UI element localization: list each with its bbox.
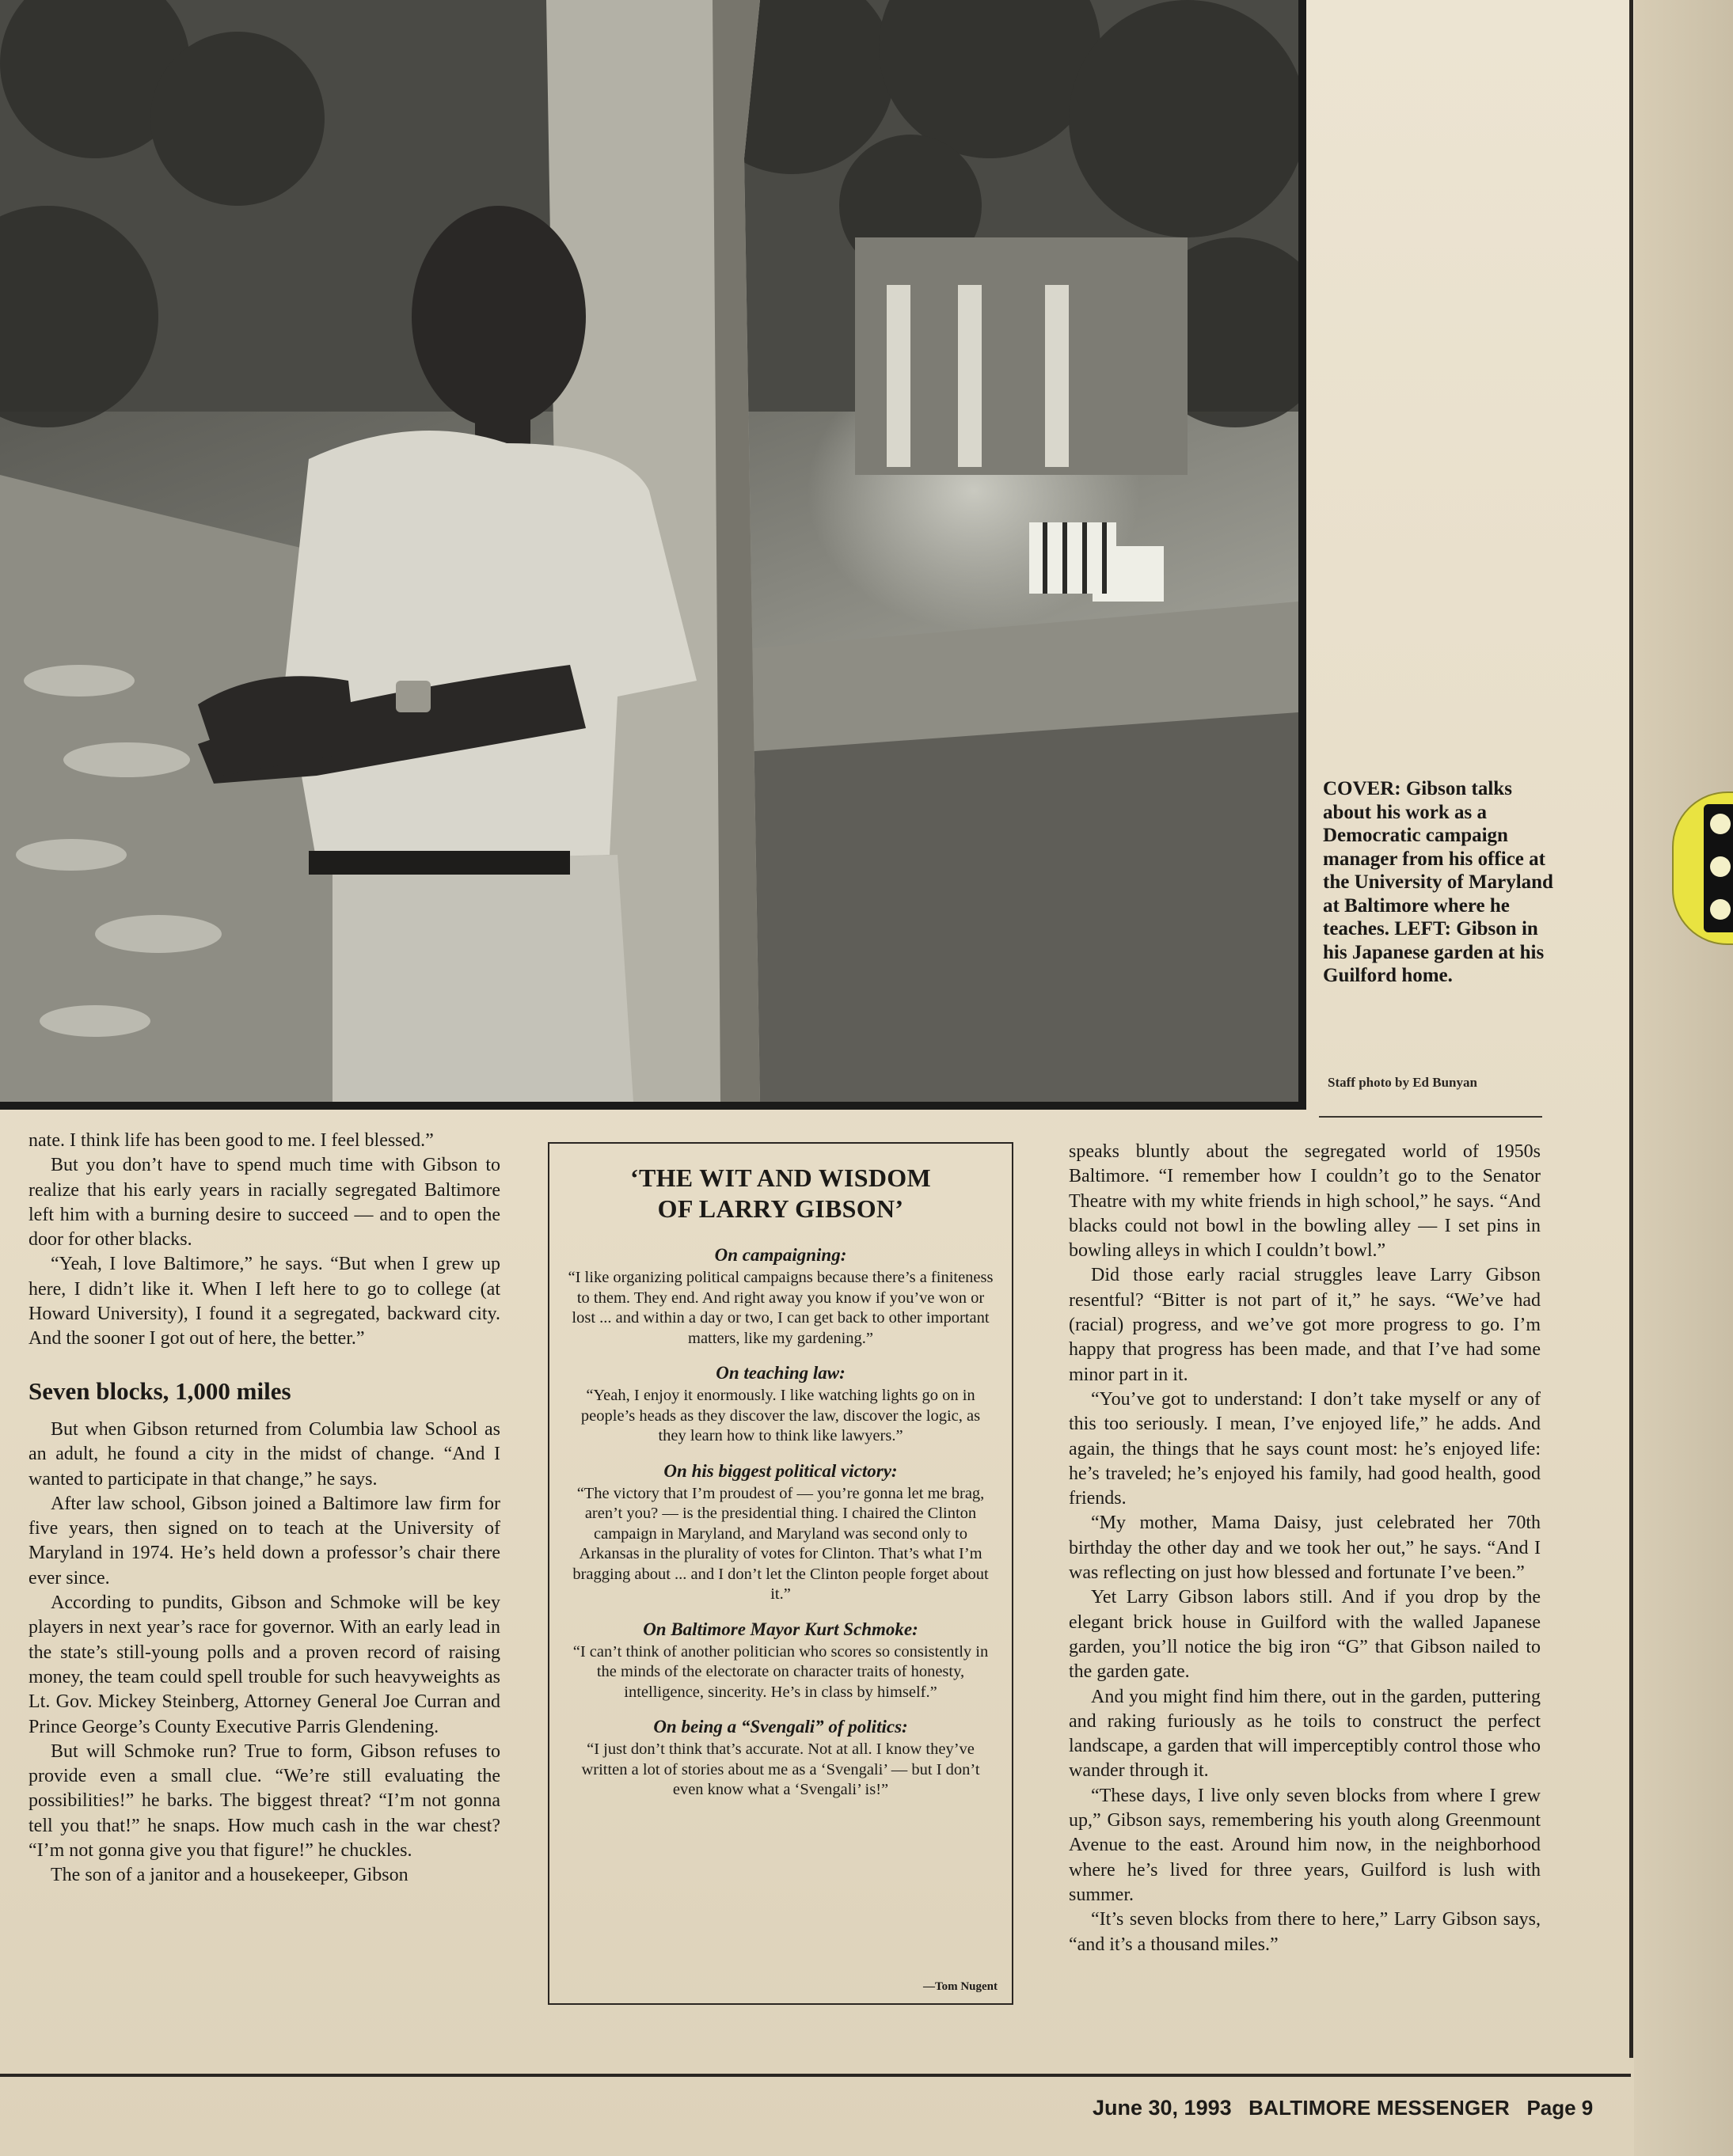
sidebar-quote: “Yeah, I enjoy it enormously. I like watching lights go on in people’s heads as they discover the law, discover the logic, as they learn how to think like lawyers.” [580, 1387, 981, 1444]
article-paragraph: According to pundits, Gibson and Schmoke will be key players in next year’s race for governor. With an early lead in the state’s still-young polls and a proven record of raising money, the team could spell trouble for such heavyweights as Lt. Gov. Mickey Steinberg, Attorney General Joe Curran and Prince George’s County Executive Parris Glendening. [29, 1592, 500, 1737]
article-column-right [1069, 1140, 1541, 1957]
article-paragraph: And you might find him there, out in the garden, puttering and raking furiously as he toils to construct the perfect landscape, a garden that will imperceptibly control those who wander through it. [1069, 1686, 1541, 1782]
tab-dot [1710, 856, 1731, 877]
sidebar-heading: On campaigning: [714, 1245, 847, 1265]
cover-photo-gibson-in-garden [0, 0, 1306, 1110]
tab-dots-strip [1704, 804, 1733, 932]
article-paragraph: But you don’t have to spend much time with Gibson to realize that his early years in racially segregated Baltimore left him with a burning desire to succeed — and to open the door for other blacks. [29, 1155, 500, 1251]
page-number: Page 9 [1526, 2096, 1594, 2120]
sidebar-byline: —Tom Nugent [922, 1980, 998, 1993]
sidebar-heading: On being a “Svengali” of politics: [653, 1717, 908, 1737]
article-paragraph: speaks bluntly about the segregated world of 1950s Baltimore. “I remember how I couldn’t go to the Senator Theatre with my white friends in high school,” he says. “And blacks could not bowl in the bowling alley — I set pins in bowling alleys in which I couldn’t bowl.” [1069, 1141, 1541, 1262]
page-footer [1093, 2096, 1631, 2120]
article-subhead: Seven blocks, 1,000 miles [29, 1376, 291, 1405]
article-paragraph: “You’ve got to understand: I don’t take myself or any of this too seriously. I mean, I’ve enjoyed life,” he adds. And again, the things that he says count most: he’s enjoyed life: he’s traveled; he’s enjoyed his family, had good health, good friends. [1069, 1388, 1541, 1509]
caption-rule [1319, 1116, 1542, 1118]
article-paragraph: “These days, I live only seven blocks from where I grew up,” Gibson says, remembering his youth along Greenmount Avenue to the east. Around him now, in the neighborhood where he’s lived for three years, Guilford is lush with summer. [1069, 1785, 1541, 1905]
article-paragraph: “My mother, Mama Daisy, just celebrated her 70th birthday the other day and we took her out,” he says. “And I was reflecting on just how blessed and fortunate I’ve been.” [1069, 1513, 1541, 1584]
sidebar-heading: On his biggest political victory: [663, 1460, 898, 1481]
garden-chairs [1029, 522, 1164, 602]
article-paragraph: nate. I think life has been good to me. I feel blessed.” [29, 1130, 434, 1151]
photo-credit: Staff photo by Ed Bunyan [1328, 1075, 1477, 1090]
page-border-rule [1629, 0, 1633, 2058]
footer-rule [0, 2074, 1631, 2077]
article-paragraph: The son of a janitor and a housekeeper, Gibson [51, 1865, 409, 1886]
article-paragraph: “Yeah, I love Baltimore,” he says. “But when I grew up here, I didn’t like it. When I left here to go to college (at Howard University), I found it a segregated, backward city. And the sooner I got out of here, the better.” [29, 1254, 500, 1349]
article-paragraph: “It’s seven blocks from there to here,” Larry Gibson says, “and it’s a thousand miles.” [1069, 1909, 1541, 1955]
sidebar-quote: “I like organizing political campaigns because there’s a finiteness to them. They end. And right away you know if you’ve won or lost ... and within a day or two, I can get back to other important matters, like my gardening.” [568, 1269, 994, 1347]
wit-and-wisdom-sidebar [548, 1142, 1013, 2005]
tab-dot [1710, 899, 1731, 920]
sidebar-heading: On Baltimore Mayor Kurt Schmoke: [643, 1619, 918, 1639]
article-paragraph: Yet Larry Gibson labors still. And if you drop by the elegant brick house in Guilford with the walled Japanese garden, you’ll notice the big iron “G” that Gibson nailed to the garden gate. [1069, 1587, 1541, 1683]
adjacent-page-edge [1634, 0, 1733, 2156]
article-paragraph: After law school, Gibson joined a Baltimore law firm for five years, then signed on to teach at the University of Maryland in 1974. He’s held down a professor’s chair there ever since. [29, 1493, 500, 1589]
article-paragraph: But will Schmoke run? True to form, Gibson refuses to provide even a small clue. “We’re still evaluating the possibilities!” he barks. The biggest threat? “I’m not gonna tell you that!” he snaps. How much cash in the war chest? “I’m not gonna give you that figure!” he chuckles. [29, 1740, 500, 1862]
issue-date: June 30, 1993 [1093, 2096, 1232, 2120]
sidebar-quote: “I just don’t think that’s accurate. Not at all. I know they’ve written a lot of stories about me as a ‘Svengali’ — but I don’t even know what a ‘Svengali’ is!” [581, 1740, 980, 1798]
article-column-left [29, 1129, 500, 1888]
sidebar-quote: “The victory that I’m proudest of — you’re gonna let me brag, aren’t you? — is the presidential thing. I chaired the Clinton campaign in Maryland, and Maryland was second only to Arkansas in the plurality of votes for Clinton. That’s what I’m bragging about ... and I don’t let the Clinton people forget about it.” [572, 1484, 989, 1603]
sidebar-heading: On teaching law: [716, 1363, 846, 1383]
article-paragraph: Did those early racial struggles leave Larry Gibson resentful? “Bitter is not part of it,” he says. “We’ve had (racial) progress, and we’ve got more progress to go. I’m happy that progress has been made, and that I’ve had some minor part in it. [1069, 1265, 1541, 1385]
photo-illustration [0, 0, 1298, 1102]
sidebar-title [565, 1163, 996, 1224]
sidebar-title-line: OF LARRY GIBSON’ [657, 1194, 904, 1223]
tab-dot [1710, 814, 1731, 834]
sidebar-title-line: ‘THE WIT AND WISDOM [629, 1163, 931, 1192]
photo-caption: COVER: Gibson talks about his work as a Democratic campaign manager from his office at the University of Maryland at Baltimore where he teaches. LEFT: Gibson in his Japanese garden at his Guilford home. [1323, 778, 1553, 986]
sidebar-quote: “I can’t think of another politician who scores so consistently in the minds of the electorate on character traits of honesty, intelligence, sincerity. He’s in class by himself.” [572, 1642, 989, 1701]
newspaper-name: BALTIMORE MESSENGER [1248, 2096, 1510, 2120]
article-paragraph: But when Gibson returned from Columbia law School as an adult, he found a city in the midst of change. “And I wanted to participate in that change,” he says. [29, 1418, 500, 1490]
